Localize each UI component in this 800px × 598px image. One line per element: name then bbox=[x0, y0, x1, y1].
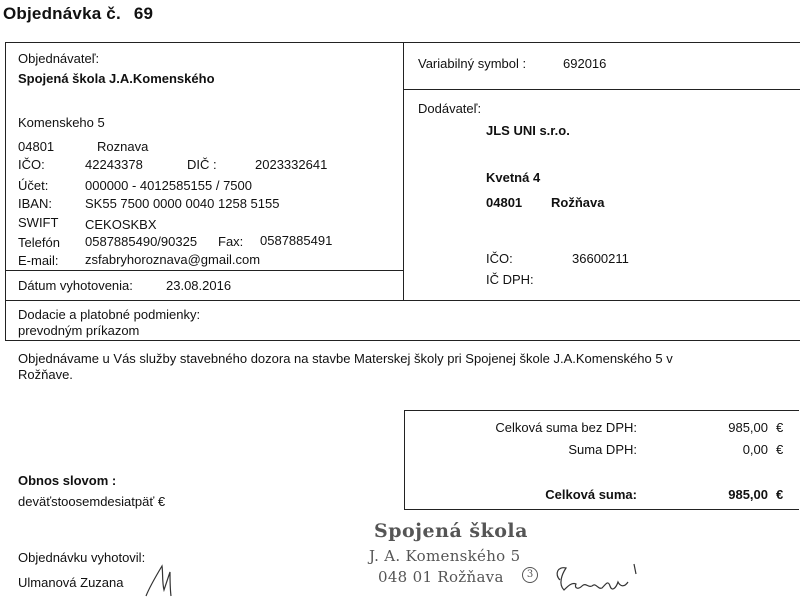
orderer-city: Roznava bbox=[97, 139, 149, 154]
author-label: Objednávku vyhotovil: bbox=[18, 550, 146, 565]
words-value: deväťstoosemdesiatpäť € bbox=[18, 494, 166, 509]
stamp-line1: Spojená škola bbox=[374, 520, 528, 542]
supplier-ico-label: IČO: bbox=[486, 251, 513, 266]
supplier-city: Rožňava bbox=[551, 195, 605, 210]
title-label: Objednávka č. bbox=[3, 4, 121, 23]
words-label: Obnos slovom : bbox=[18, 473, 117, 488]
supplier-name: JLS UNI s.r.o. bbox=[486, 123, 570, 138]
date-value: 23.08.2016 bbox=[166, 278, 232, 293]
orderer-swift-label: SWIFT bbox=[18, 215, 59, 230]
orderer-email-label: E-mail: bbox=[18, 253, 59, 268]
total-value: 985,00 bbox=[728, 487, 768, 502]
supplier-ico: 36600211 bbox=[572, 251, 629, 266]
orderer-iban: SK55 7500 0000 0040 1258 5155 bbox=[85, 196, 280, 211]
stamp-mark-number: 3 bbox=[526, 569, 534, 580]
stamp-line2: J. A. Komenského 5 bbox=[369, 547, 521, 565]
left-border bbox=[5, 42, 6, 340]
orderer-email: zsfabryhoroznava@gmail.com bbox=[85, 252, 261, 267]
supplier-icdph-label: IČ DPH: bbox=[486, 272, 534, 287]
vs-divider bbox=[403, 89, 800, 90]
middle-divider bbox=[403, 42, 404, 300]
date-top-divider bbox=[5, 270, 403, 271]
orderer-account-label: Účet: bbox=[18, 178, 49, 193]
orderer-dic: 2023332641 bbox=[255, 157, 328, 172]
orderer-phone: 0587885490/90325 bbox=[85, 234, 198, 249]
stamp-mark bbox=[522, 567, 538, 583]
order-number: 69 bbox=[133, 4, 154, 23]
terms-bottom-divider bbox=[5, 340, 800, 341]
total-currency: € bbox=[776, 487, 784, 502]
terms-label: Dodacie a platobné podmienky: bbox=[18, 307, 201, 322]
orderer-account: 000000 - 4012585155 / 7500 bbox=[85, 178, 252, 193]
vat-label: Suma DPH: bbox=[568, 442, 637, 457]
author-name: Ulmanová Zuzana bbox=[18, 575, 124, 590]
vat-value: 0,00 bbox=[742, 442, 768, 457]
orderer-fax-label: Fax: bbox=[218, 234, 244, 249]
date-bottom-divider bbox=[5, 300, 800, 301]
orderer-iban-label: IBAN: bbox=[18, 196, 52, 211]
base-value: 985,00 bbox=[728, 420, 768, 435]
order-text-line2: Rožňave. bbox=[18, 367, 73, 382]
orderer-dic-label: DIČ : bbox=[187, 157, 217, 172]
orderer-street: Komenskeho 5 bbox=[18, 115, 105, 130]
base-currency: € bbox=[776, 420, 784, 435]
variable-symbol-value: 692016 bbox=[563, 56, 607, 71]
orderer-label: Objednávateľ: bbox=[18, 51, 100, 66]
supplier-street: Kvetná 4 bbox=[486, 170, 541, 185]
vat-currency: € bbox=[776, 442, 784, 457]
orderer-swift: CEKOSKBX bbox=[85, 217, 157, 232]
document-title bbox=[3, 4, 153, 24]
supplier-zip: 04801 bbox=[486, 195, 523, 210]
author-signature bbox=[140, 558, 180, 598]
orderer-zip: 04801 bbox=[18, 139, 55, 154]
approver-signature bbox=[552, 560, 642, 596]
orderer-ico-label: IČO: bbox=[18, 157, 45, 172]
orderer-fax: 0587885491 bbox=[260, 233, 333, 248]
variable-symbol-label: Variabilný symbol : bbox=[418, 56, 527, 71]
orderer-phone-label: Telefón bbox=[18, 235, 60, 250]
date-label: Dátum vyhotovenia: bbox=[18, 278, 133, 293]
stamp-line3: 048 01 Rožňava bbox=[378, 568, 504, 586]
order-text-line1: Objednávame u Vás služby stavebného dozora na stavbe Materskej školy pri Spojenej škole J.A.Komenského 5 v bbox=[18, 351, 673, 366]
terms-value: prevodným príkazom bbox=[18, 323, 140, 338]
orderer-ico: 42243378 bbox=[85, 157, 143, 172]
base-label: Celková suma bez DPH: bbox=[495, 420, 637, 435]
orderer-name: Spojená škola J.A.Komenského bbox=[18, 71, 215, 86]
supplier-label: Dodávateľ: bbox=[418, 101, 482, 116]
total-label: Celková suma: bbox=[545, 487, 637, 502]
